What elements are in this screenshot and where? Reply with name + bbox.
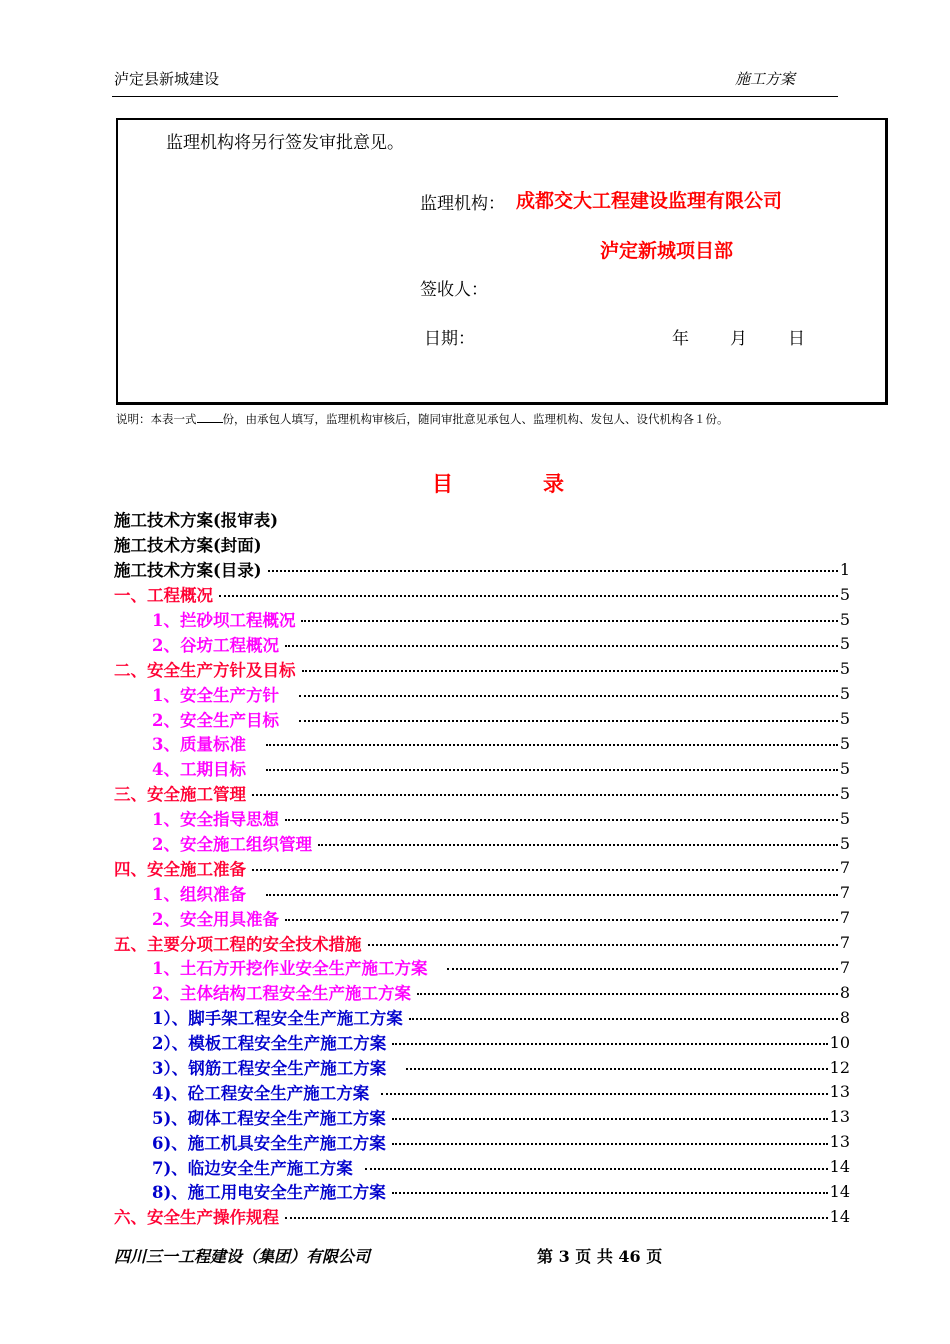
toc-leader	[285, 919, 838, 921]
approval-note: 监理机构将另行签发审批意见。	[166, 133, 404, 153]
form-note	[116, 411, 729, 427]
toc-title-char-2: 录	[543, 471, 564, 496]
table-of-contents	[114, 507, 850, 1229]
toc-entry-label: 8)、施工用电安全生产施工方案	[152, 1183, 386, 1203]
toc-entry-label: 2、安全施工组织管理	[152, 835, 312, 855]
toc-entry[interactable]	[114, 1129, 850, 1154]
toc-entry-label: 1、安全指导思想	[152, 810, 279, 830]
toc-leader	[392, 1143, 828, 1145]
note-before: 说明：本表一式	[116, 412, 197, 426]
toc-entry-page: 7	[839, 957, 850, 977]
toc-entry-label: 施工技术方案(报审表)	[114, 511, 279, 531]
toc-leader	[392, 1043, 827, 1045]
toc-entry-label: 六、安全生产操作规程	[114, 1208, 279, 1228]
toc-entry[interactable]	[114, 1005, 850, 1030]
toc-entry[interactable]	[114, 1079, 850, 1104]
toc-entry[interactable]	[114, 806, 850, 831]
toc-entry-page: 13	[829, 1132, 850, 1152]
toc-entry[interactable]	[114, 1055, 850, 1080]
toc-entry[interactable]	[114, 781, 850, 806]
toc-leader	[381, 1093, 827, 1095]
toc-leader	[318, 844, 838, 846]
toc-leader	[302, 670, 838, 672]
toc-leader	[365, 1168, 828, 1170]
toc-entry-page: 13	[829, 1082, 850, 1102]
toc-entry-label: 二、安全生产方针及目标	[114, 660, 296, 680]
toc-entry-label: 2、安全生产目标	[152, 710, 279, 730]
toc-leader	[252, 869, 838, 871]
toc-leader	[252, 794, 838, 796]
toc-entry-page: 5	[839, 709, 850, 729]
toc-entry-page: 5	[839, 833, 850, 853]
toc-entry-page: 5	[839, 659, 850, 679]
toc-entry-page: 13	[829, 1107, 850, 1127]
toc-entry-label: 三、安全施工管理	[114, 785, 246, 805]
toc-entry[interactable]	[114, 631, 850, 656]
toc-entry-label: 2）、模板工程安全生产施工方案	[152, 1034, 387, 1054]
toc-entry-label: 1、组织准备	[152, 884, 246, 904]
toc-entry-page: 14	[829, 1206, 850, 1226]
toc-entry[interactable]	[114, 532, 850, 557]
date-day: 日	[788, 329, 805, 349]
toc-entry-page: 12	[829, 1057, 850, 1077]
dept-name: 泸定新城项目部	[600, 240, 734, 262]
toc-leader	[266, 894, 838, 896]
toc-leader	[299, 720, 838, 722]
toc-entry-page: 5	[839, 684, 850, 704]
toc-entry-label: 1、土石方开挖作业安全生产施工方案	[152, 959, 428, 979]
toc-entry-page: 8	[839, 1007, 850, 1027]
toc-entry-label: 3）、钢筋工程安全生产施工方案	[152, 1059, 387, 1079]
toc-entry[interactable]	[114, 880, 850, 905]
toc-entry-label: 7)、临边安全生产施工方案	[152, 1158, 353, 1178]
toc-entry-page: 10	[829, 1032, 850, 1052]
toc-entry-label: 五、主要分项工程的安全技术措施	[114, 934, 362, 954]
toc-entry-label: 2、安全用具准备	[152, 909, 279, 929]
toc-entry-label: 一、工程概况	[114, 586, 213, 606]
toc-leader	[406, 1068, 827, 1070]
toc-entry[interactable]	[114, 681, 850, 706]
toc-entry-label: 4)、砼工程安全生产施工方案	[152, 1083, 370, 1103]
toc-entry[interactable]	[114, 607, 850, 632]
toc-entry[interactable]	[114, 955, 850, 980]
toc-entry-label: 4、工期目标	[152, 760, 246, 780]
toc-entry-page: 5	[839, 758, 850, 778]
toc-entry-page: 7	[839, 883, 850, 903]
toc-leader	[268, 570, 838, 572]
org-name: 成都交大工程建设监理有限公司	[516, 190, 783, 212]
toc-entry-page: 5	[839, 783, 850, 803]
toc-entry[interactable]	[114, 507, 850, 532]
toc-entry-label: 施工技术方案(封面)	[114, 536, 262, 556]
toc-entry[interactable]	[114, 756, 850, 781]
toc-entry[interactable]	[114, 1104, 850, 1129]
toc-entry-page: 7	[839, 908, 850, 928]
toc-entry-label: 3、质量标准	[152, 735, 246, 755]
signer-label: 签收人：	[420, 280, 488, 300]
toc-entry-page: 5	[839, 733, 850, 753]
note-blank	[197, 412, 223, 423]
toc-entry-label: 1、安全生产方针	[152, 685, 279, 705]
toc-entry[interactable]	[114, 582, 850, 607]
toc-leader	[285, 1217, 828, 1219]
toc-entry-label: 2、谷坊工程概况	[152, 635, 279, 655]
toc-entry-label: 6)、施工机具安全生产施工方案	[152, 1133, 386, 1153]
toc-leader	[266, 744, 838, 746]
date-month: 月	[730, 329, 747, 349]
toc-entry-page: 8	[839, 982, 850, 1002]
toc-leader	[301, 620, 837, 622]
org-label: 监理机构：	[420, 194, 505, 214]
toc-entry-page: 7	[839, 858, 850, 878]
toc-entry[interactable]	[114, 930, 850, 955]
toc-entry-page: 5	[839, 609, 850, 629]
toc-entry[interactable]	[114, 656, 850, 681]
toc-leader	[285, 819, 838, 821]
footer-company: 四川三一工程建设（集团）有限公司	[114, 1247, 371, 1266]
footer-page-number: 第 3 页 共 46 页	[537, 1247, 663, 1266]
toc-title-char-1: 目	[432, 471, 453, 496]
toc-leader	[285, 645, 838, 647]
toc-entry-label: 1、拦砂坝工程概况	[152, 611, 296, 630]
toc-entry[interactable]	[114, 731, 850, 756]
toc-entry[interactable]	[114, 1179, 850, 1204]
toc-entry[interactable]	[114, 1154, 850, 1179]
toc-entry[interactable]	[114, 557, 850, 582]
toc-leader	[417, 993, 838, 995]
header-project-name: 泸定县新城建设	[114, 70, 220, 88]
toc-entry[interactable]	[114, 980, 850, 1005]
approval-box	[116, 118, 888, 405]
toc-entry[interactable]	[114, 706, 850, 731]
toc-leader	[392, 1192, 828, 1194]
toc-entry-page: 7	[839, 933, 850, 953]
header-doc-type: 施工方案	[735, 70, 796, 88]
toc-entry-label: 四、安全施工准备	[114, 859, 246, 879]
toc-entry-page: 1	[839, 559, 850, 579]
toc-entry[interactable]	[114, 855, 850, 880]
note-after: 份，由承包人填写，监理机构审核后，随同审批意见承包人、监理机构、发包人、设代机构各１份。	[222, 412, 729, 426]
toc-entry-label: 施工技术方案(目录)	[114, 561, 262, 581]
toc-entry[interactable]	[114, 905, 850, 930]
toc-leader	[219, 595, 838, 597]
toc-entry-page: 5	[839, 808, 850, 828]
date-label: 日期：	[424, 329, 475, 349]
toc-entry-page: 5	[839, 584, 850, 604]
toc-entry-label: 5)、砌体工程安全生产施工方案	[152, 1108, 386, 1128]
date-year: 年	[672, 329, 689, 349]
toc-leader	[409, 1018, 838, 1020]
toc-entry[interactable]	[114, 1204, 850, 1229]
toc-leader	[368, 944, 838, 946]
toc-leader	[392, 1118, 828, 1120]
toc-leader	[447, 968, 837, 970]
toc-entry[interactable]	[114, 1030, 850, 1055]
toc-entry-label: 1）、脚手架工程安全生产施工方案	[152, 1009, 403, 1029]
toc-entry[interactable]	[114, 831, 850, 856]
toc-entry-label: 2、主体结构工程安全生产施工方案	[152, 984, 411, 1004]
toc-entry-page: 14	[829, 1181, 850, 1201]
toc-leader	[299, 695, 838, 697]
header-rule	[112, 96, 838, 97]
toc-entry-page: 5	[839, 634, 850, 654]
toc-leader	[266, 769, 838, 771]
toc-entry-page: 14	[829, 1157, 850, 1177]
